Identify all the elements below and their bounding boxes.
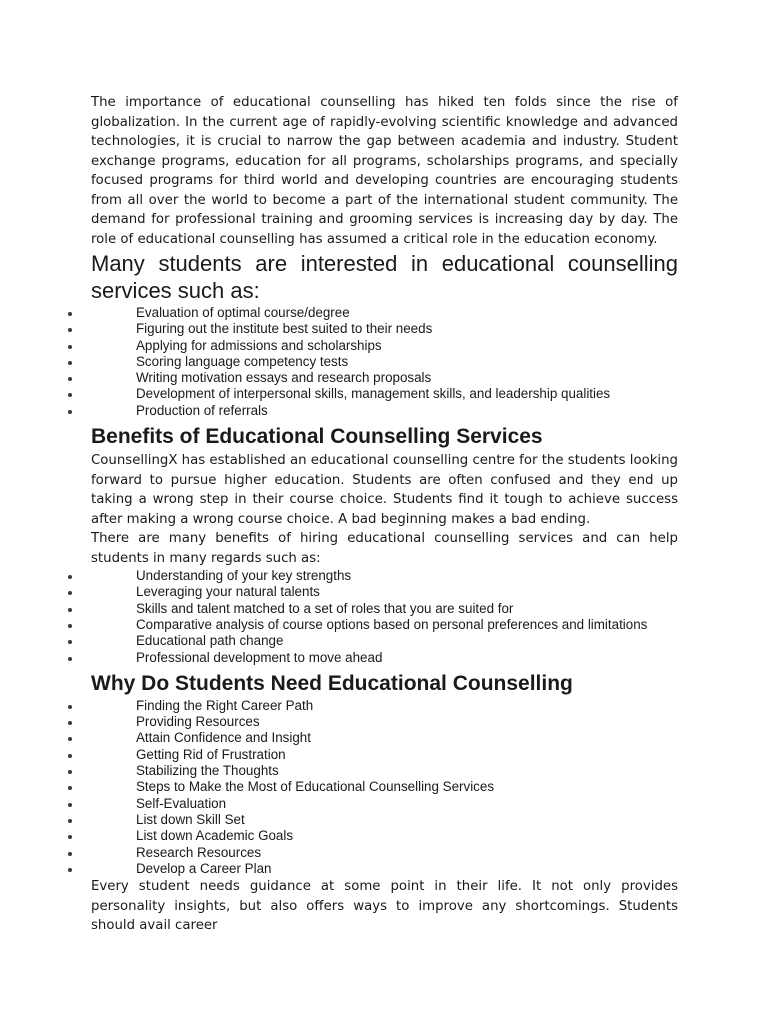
why-list <box>91 698 678 877</box>
benefits-list-item <box>91 568 678 584</box>
document-body <box>91 93 678 936</box>
benefits-list <box>91 568 678 666</box>
why-list-item <box>91 730 678 746</box>
bullet-icon <box>68 705 72 709</box>
services-list-item <box>91 354 678 370</box>
services-heading: Many students are interested in educational counselling services such as: <box>91 251 678 303</box>
bullet-icon <box>68 786 72 790</box>
services-list-item <box>91 370 678 386</box>
bullet-icon <box>68 835 72 839</box>
list-item-text: List down Academic Goals <box>136 828 294 844</box>
services-list-item <box>91 321 678 337</box>
bullet-icon <box>68 852 72 856</box>
benefits-list-item <box>91 633 678 649</box>
list-item-text: Stabilizing the Thoughts <box>136 763 279 779</box>
bullet-icon <box>68 640 72 644</box>
bullet-icon <box>68 361 72 365</box>
list-item-text: Educational path change <box>136 633 284 649</box>
why-list-item <box>91 714 678 730</box>
list-item-text: Evaluation of optimal course/degree <box>136 305 350 320</box>
bullet-icon <box>68 393 72 397</box>
why-list-item <box>91 763 678 779</box>
list-item-text: Leveraging your natural talents <box>136 584 320 600</box>
why-list-item <box>91 828 678 844</box>
why-list-item <box>91 747 678 763</box>
why-list-item <box>91 779 678 795</box>
services-list <box>91 305 678 419</box>
benefits-list-item <box>91 584 678 600</box>
why-list-item <box>91 845 678 861</box>
bullet-icon <box>68 819 72 823</box>
list-item-text: Attain Confidence and Insight <box>136 730 311 746</box>
list-item-text: Providing Resources <box>136 714 260 730</box>
intro-paragraph: The importance of educational counselling has hiked ten folds since the rise of globalization. In the current age of rapidly-evolving scientific knowledge and advanced technologies, it is crucial to narrow the gap between academia and industry. Student exchange programs, education for all programs, scholarships programs, and specially focused programs for third world and developing countries are encouraging students from all over the world to become a part of the international student community. The demand for professional training and grooming services is increasing day by day. The role of educational counselling has assumed a critical role in the education economy. <box>91 95 678 247</box>
bullet-icon <box>68 657 72 661</box>
bullet-icon <box>68 737 72 741</box>
benefits-paragraph-1: CounsellingX has established an educational counselling centre for the students looking forward to pursue higher education. Students are often confused and they end up taking a wrong step in their course choice. Students find it tough to achieve success after making a wrong course choice. A bad beginning makes a bad ending. <box>91 453 678 527</box>
why-heading: Why Do Students Need Educational Counselling <box>91 671 573 695</box>
list-item-text: Comparative analysis of course options based on personal preferences and limitations <box>136 616 648 632</box>
bullet-icon <box>68 721 72 725</box>
list-item-text: Scoring language competency tests <box>136 353 349 369</box>
bullet-icon <box>68 868 72 872</box>
list-item-text: Figuring out the institute best suited to their needs <box>136 321 433 337</box>
why-list-item <box>91 812 678 828</box>
benefits-list-item <box>91 601 678 617</box>
bullet-icon <box>68 608 72 612</box>
services-list-item <box>91 305 678 321</box>
list-item-text: Develop a Career Plan <box>136 860 272 876</box>
bullet-icon <box>68 328 72 332</box>
bullet-icon <box>68 410 72 414</box>
bullet-icon <box>68 803 72 807</box>
list-item-text: Getting Rid of Frustration <box>136 746 286 762</box>
closing-paragraph: Every student needs guidance at some point in their life. It not only provides personality insights, but also offers ways to improve any shortcomings. Students should avail career <box>91 879 678 934</box>
list-item-text: Understanding of your key strengths <box>136 568 352 584</box>
benefits-list-item <box>91 617 678 633</box>
why-list-item <box>91 861 678 877</box>
bullet-icon <box>68 624 72 628</box>
benefits-list-item <box>91 650 678 666</box>
list-item-text: Steps to Make the Most of Educational Counselling Services <box>136 779 495 795</box>
list-item-text: Writing motivation essays and research proposals <box>136 370 432 386</box>
bullet-icon <box>68 770 72 774</box>
benefits-heading: Benefits of Educational Counselling Services <box>91 425 543 449</box>
services-list-item <box>91 338 678 354</box>
bullet-icon <box>68 312 72 316</box>
services-list-item <box>91 386 678 402</box>
list-item-text: Professional development to move ahead <box>136 649 383 665</box>
why-list-item <box>91 796 678 812</box>
bullet-icon <box>68 345 72 349</box>
list-item-text: List down Skill Set <box>136 811 245 827</box>
benefits-paragraph-2: There are many benefits of hiring educational counselling services and can help students in many regards such as: <box>91 531 678 566</box>
bullet-icon <box>68 754 72 758</box>
list-item-text: Production of referrals <box>136 402 268 418</box>
list-item-text: Development of interpersonal skills, management skills, and leadership qualities <box>136 386 611 402</box>
list-item-text: Finding the Right Career Path <box>136 697 314 713</box>
bullet-icon <box>68 575 72 579</box>
list-item-text: Self-Evaluation <box>136 795 227 811</box>
services-list-item <box>91 403 678 419</box>
bullet-icon <box>68 591 72 595</box>
why-list-item <box>91 698 678 714</box>
bullet-icon <box>68 377 72 381</box>
list-item-text: Research Resources <box>136 844 262 860</box>
list-item-text: Skills and talent matched to a set of roles that you are suited for <box>136 600 514 616</box>
list-item-text: Applying for admissions and scholarships <box>136 337 382 353</box>
